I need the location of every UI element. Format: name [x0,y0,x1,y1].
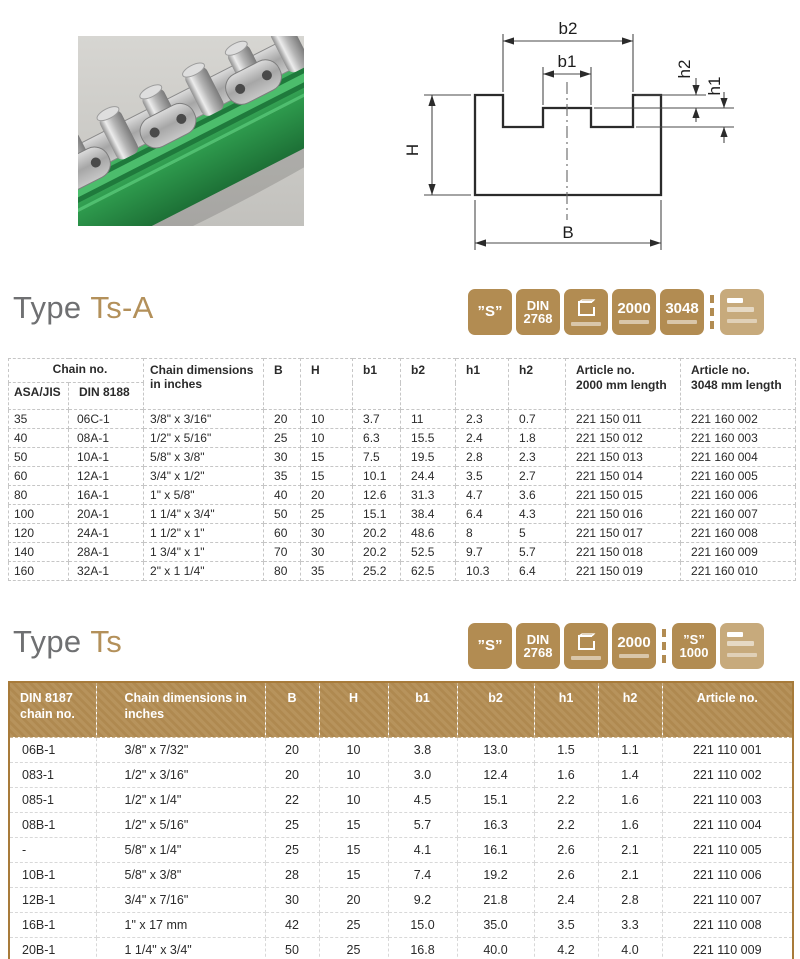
table-cell: 60 [264,524,301,543]
table-ts [8,681,794,959]
table-cell: 16.3 [457,813,534,838]
table-row [9,467,796,486]
table-cell: 20 [265,763,319,788]
table-cell: 221 150 018 [566,543,681,562]
article-line2: 3048 mm length [691,378,782,392]
table-cell: 12B-1 [9,888,96,913]
table-cell: 2.4 [534,888,598,913]
section-title-ts-a [13,290,154,326]
col-header-article-2000 [566,359,681,410]
table-row [9,763,793,788]
table-cell: 10B-1 [9,863,96,888]
table-cell: 35 [301,562,353,581]
table-cell: 25 [301,505,353,524]
table-cell: 1 3/4" x 1" [144,543,264,562]
table-cell: 6.4 [456,505,509,524]
table-row [9,738,793,763]
table-cell: 35.0 [457,913,534,938]
table-cell: 221 110 003 [662,788,793,813]
table-cell: 221 110 007 [662,888,793,913]
table-cell: 2.3 [509,448,566,467]
badge-s1000-line1: ”S” [683,632,705,647]
table-cell: 100 [9,505,69,524]
cut-lengths-icon-bar [727,307,754,312]
table-cell: 160 [9,562,69,581]
table-row [9,838,793,863]
table-cell: 1/2" x 1/4" [96,788,265,813]
table-cell: 3.5 [456,467,509,486]
table-cell: 221 160 007 [681,505,796,524]
badge-din-line1: DIN [526,298,550,313]
table-cell: 2.2 [534,788,598,813]
col-header-B: B [264,359,301,410]
table-cell: 50 [264,505,301,524]
cut-lengths-icon [727,298,743,303]
table-cell: 221 160 010 [681,562,796,581]
table-row [9,486,796,505]
table-cell: 60 [9,467,69,486]
col-header-chain-no: Chain no. [9,359,144,383]
col-header-asa-jis: ASA/JIS [9,383,69,410]
fine-print-bar [619,654,649,658]
table-cell: 1.1 [598,738,662,763]
badge-2000-label: 2000 [617,299,651,317]
badge-2000 [612,289,656,335]
table-cell: 25 [264,429,301,448]
table-cell: 08B-1 [9,813,96,838]
table-cell: 30 [301,524,353,543]
table-cell: 50 [265,938,319,959]
table-cell: 1/2" x 3/16" [96,763,265,788]
table-cell: 10A-1 [69,448,144,467]
table-cell: 4.2 [534,938,598,959]
title-prefix: Type [13,290,82,325]
table-cell: 10 [319,738,388,763]
chain-guide-photo [78,36,304,226]
table-ts-body [9,738,793,959]
table-row [9,505,796,524]
table-cell: 1" x 5/8" [144,486,264,505]
table-cell: 80 [264,562,301,581]
col-header-H: H [301,359,353,410]
table-cell: 1 1/4" x 3/4" [96,938,265,959]
badge-profile [564,289,608,335]
din8187-line1: DIN 8187 [20,691,73,705]
table-cell: 11 [401,410,456,429]
table-cell: 52.5 [401,543,456,562]
table-cell: 221 110 008 [662,913,793,938]
table-cell: 9.7 [456,543,509,562]
table-cell: 6.3 [353,429,401,448]
table-cell: 15 [301,448,353,467]
badge-s1000-line2: 1000 [679,645,709,660]
table-cell: 20.2 [353,524,401,543]
table-cell: 25 [319,938,388,959]
badges-ts-a [468,289,764,335]
fine-print-bar [667,320,697,324]
badge-din-line1: DIN [526,632,550,647]
table-cell: 1.4 [598,763,662,788]
col-header-din-8187 [9,682,96,738]
table-cell: 2" x 1 1/4" [144,562,264,581]
table-cell: 31.3 [401,486,456,505]
table-cell: 140 [9,543,69,562]
table-cell: 20A-1 [69,505,144,524]
dim-label-b2: b2 [558,19,578,38]
col-header-b2: b2 [401,359,456,410]
table-cell: 3/4" x 7/16" [96,888,265,913]
table-cell: 15.5 [401,429,456,448]
table-row [9,888,793,913]
table-cell: 13.0 [457,738,534,763]
col-header-dims-line1: Chain dimensions [150,363,254,377]
dim-label-b1: b1 [557,52,577,71]
col-header-H: H [319,682,388,738]
table-cell: 24A-1 [69,524,144,543]
table-cell: 3.3 [598,913,662,938]
fine-print-bar [571,656,601,660]
badge-3048 [660,289,704,335]
col-header-B: B [265,682,319,738]
badge-s-label: ”S” [477,637,503,654]
table-row [9,543,796,562]
title-name: Ts-A [90,290,154,325]
table-cell: 28A-1 [69,543,144,562]
table-cell: 25.2 [353,562,401,581]
table-cell: 25 [319,913,388,938]
table-cell: - [9,838,96,863]
table-cell: 40.0 [457,938,534,959]
table-row [9,562,796,581]
section-title-ts [13,624,122,660]
table-cell: 10.1 [353,467,401,486]
table-cell: 62.5 [401,562,456,581]
table-cell: 5/8" x 3/8" [144,448,264,467]
table-cell: 3.0 [388,763,457,788]
table-cell: 19.5 [401,448,456,467]
col-header-din-8188: DIN 8188 [69,383,144,410]
table-cell: 1.6 [598,788,662,813]
col-header-h2: h2 [509,359,566,410]
article-line2: 2000 mm length [576,378,667,392]
table-cell: 221 150 015 [566,486,681,505]
table-cell: 16A-1 [69,486,144,505]
table-cell: 10 [319,763,388,788]
table-cell: 10 [301,429,353,448]
table-cell: 15 [319,813,388,838]
table-cell: 20 [265,738,319,763]
badge-2000 [612,623,656,669]
table-cell: 221 150 013 [566,448,681,467]
table-cell: 48.6 [401,524,456,543]
fine-print-bar [571,322,601,326]
table-cell: 1/2" x 5/16" [96,813,265,838]
table-cell: 1 1/2" x 1" [144,524,264,543]
profile-cross-section-icon [573,299,599,319]
table-cell: 16B-1 [9,913,96,938]
din8187-line2: chain no. [20,707,75,721]
table-cell: 06C-1 [69,410,144,429]
fine-print-bar [727,653,757,657]
table-cell: 35 [264,467,301,486]
badge-din-line2: 2768 [523,311,553,326]
table-cell: 3.8 [388,738,457,763]
dim-label-h2: h2 [675,59,694,79]
badge-s-1000 [672,623,716,669]
table-cell: 06B-1 [9,738,96,763]
badge-din-line2: 2768 [523,645,553,660]
table-cell: 2.3 [456,410,509,429]
col-header-dimensions [144,359,264,410]
badge-cut-lengths [720,623,764,669]
badge-din-2768 [516,289,560,335]
table-cell: 08A-1 [69,429,144,448]
table-cell: 221 160 004 [681,448,796,467]
badge-s [468,289,512,335]
table-cell: 221 160 009 [681,543,796,562]
table-cell: 221 110 006 [662,863,793,888]
table-cell: 15 [301,467,353,486]
table-cell: 20 [301,486,353,505]
table-cell: 221 150 016 [566,505,681,524]
badges-ts [468,623,764,669]
profile-dimension-diagram [388,10,798,260]
table-row [9,913,793,938]
table-cell: 2.6 [534,838,598,863]
table-cell: 3/8" x 3/16" [144,410,264,429]
table-cell: 221 150 014 [566,467,681,486]
table-cell: 25 [265,838,319,863]
table-cell: 3.6 [509,486,566,505]
table-cell: 120 [9,524,69,543]
table-cell: 2.7 [509,467,566,486]
table-cell: 1/2" x 5/16" [144,429,264,448]
dashed-divider [660,623,668,669]
table-cell: 2.8 [456,448,509,467]
table-cell: 5.7 [509,543,566,562]
dim-label-B: B [562,223,574,242]
table-cell: 32A-1 [69,562,144,581]
cut-lengths-icon-bar [727,641,754,646]
table-cell: 3/8" x 7/32" [96,738,265,763]
table-cell: 2.4 [456,429,509,448]
table-cell: 1" x 17 mm [96,913,265,938]
table-cell: 70 [264,543,301,562]
table-cell: 42 [265,913,319,938]
table-cell: 221 160 003 [681,429,796,448]
table-cell: 2.2 [534,813,598,838]
col-header-dimensions [96,682,265,738]
table-cell: 20B-1 [9,938,96,959]
table-row [9,448,796,467]
col-header-b2: b2 [457,682,534,738]
table-cell: 2.6 [534,863,598,888]
title-name: Ts [90,624,123,659]
table-cell: 221 160 006 [681,486,796,505]
table-cell: 221 110 005 [662,838,793,863]
table-cell: 7.4 [388,863,457,888]
badge-profile [564,623,608,669]
dim-label-h1: h1 [705,76,724,96]
table-cell: 083-1 [9,763,96,788]
table-cell: 25 [265,813,319,838]
table-cell: 5/8" x 1/4" [96,838,265,863]
table-cell: 4.0 [598,938,662,959]
table-row [9,410,796,429]
table-cell: 12.6 [353,486,401,505]
table-cell: 40 [9,429,69,448]
table-cell: 5/8" x 3/8" [96,863,265,888]
cut-lengths-icon [727,632,743,637]
table-cell: 30 [301,543,353,562]
table-cell: 8 [456,524,509,543]
table-row [9,813,793,838]
table-cell: 50 [9,448,69,467]
col-header-b1: b1 [353,359,401,410]
table-cell: 28 [265,863,319,888]
table-cell: 30 [264,448,301,467]
table-cell: 15.0 [388,913,457,938]
table-cell: 30 [265,888,319,913]
table-cell: 4.3 [509,505,566,524]
table-cell: 20 [319,888,388,913]
fine-print-bar [727,319,757,323]
table-cell: 4.1 [388,838,457,863]
table-cell: 16.8 [388,938,457,959]
chain-guide-photo-image [78,36,304,226]
table-cell: 2.1 [598,863,662,888]
badge-s-label: ”S” [477,303,503,320]
table-cell: 9.2 [388,888,457,913]
table-cell: 15 [319,838,388,863]
table-cell: 4.5 [388,788,457,813]
table-cell: 10.3 [456,562,509,581]
profile-cross-section-icon [573,633,599,653]
table-cell: 2.8 [598,888,662,913]
table-cell: 3.5 [534,913,598,938]
table-cell: 15.1 [353,505,401,524]
col-header-dims-line2: in inches [150,377,203,391]
table-cell: 2.1 [598,838,662,863]
table-cell: 1.5 [534,738,598,763]
table-cell: 7.5 [353,448,401,467]
table-cell: 6.4 [509,562,566,581]
table-cell: 221 110 004 [662,813,793,838]
badge-3048-label: 3048 [665,299,699,317]
table-cell: 10 [319,788,388,813]
table-cell: 221 110 009 [662,938,793,959]
article-line1: Article no. [691,363,750,377]
col-header-article-3048 [681,359,796,410]
table-cell: 15 [319,863,388,888]
table-cell: 12A-1 [69,467,144,486]
table-cell: 085-1 [9,788,96,813]
badge-s [468,623,512,669]
table-cell: 0.7 [509,410,566,429]
dims-line1: Chain dimensions in [124,691,247,705]
table-cell: 16.1 [457,838,534,863]
badge-cut-lengths [720,289,764,335]
col-header-b1: b1 [388,682,457,738]
table-cell: 1.8 [509,429,566,448]
badge-2000-label: 2000 [617,633,651,651]
table-cell: 5.7 [388,813,457,838]
table-cell: 80 [9,486,69,505]
table-cell: 20 [264,410,301,429]
table-cell: 4.7 [456,486,509,505]
table-cell: 221 160 005 [681,467,796,486]
table-cell: 20.2 [353,543,401,562]
table-cell: 221 160 008 [681,524,796,543]
table-cell: 24.4 [401,467,456,486]
table-cell: 35 [9,410,69,429]
col-header-h1: h1 [456,359,509,410]
table-cell: 40 [264,486,301,505]
dashed-divider [708,289,716,335]
table-cell: 12.4 [457,763,534,788]
table-cell: 19.2 [457,863,534,888]
table-cell: 221 150 011 [566,410,681,429]
dim-label-H: H [403,143,422,157]
table-cell: 1 1/4" x 3/4" [144,505,264,524]
col-header-h2: h2 [598,682,662,738]
table-row [9,524,796,543]
article-line1: Article no. [576,363,635,377]
title-prefix: Type [13,624,82,659]
dims-line2: inches [124,707,165,721]
col-header-h1: h1 [534,682,598,738]
table-cell: 221 110 002 [662,763,793,788]
table-row [9,863,793,888]
table-cell: 221 150 012 [566,429,681,448]
badge-din-2768 [516,623,560,669]
table-cell: 1.6 [598,813,662,838]
table-cell: 221 160 002 [681,410,796,429]
table-cell: 221 150 017 [566,524,681,543]
table-cell: 5 [509,524,566,543]
table-cell: 221 150 019 [566,562,681,581]
table-cell: 21.8 [457,888,534,913]
table-cell: 38.4 [401,505,456,524]
table-ts-a [8,358,796,581]
table-cell: 3/4" x 1/2" [144,467,264,486]
fine-print-bar [619,320,649,324]
col-header-article-no: Article no. [662,682,793,738]
table-cell: 3.7 [353,410,401,429]
table-ts-a-body [9,410,796,581]
table-cell: 1.6 [534,763,598,788]
table-row [9,938,793,959]
table-cell: 221 110 001 [662,738,793,763]
table-cell: 22 [265,788,319,813]
table-cell: 10 [301,410,353,429]
table-cell: 15.1 [457,788,534,813]
table-row [9,788,793,813]
table-row [9,429,796,448]
